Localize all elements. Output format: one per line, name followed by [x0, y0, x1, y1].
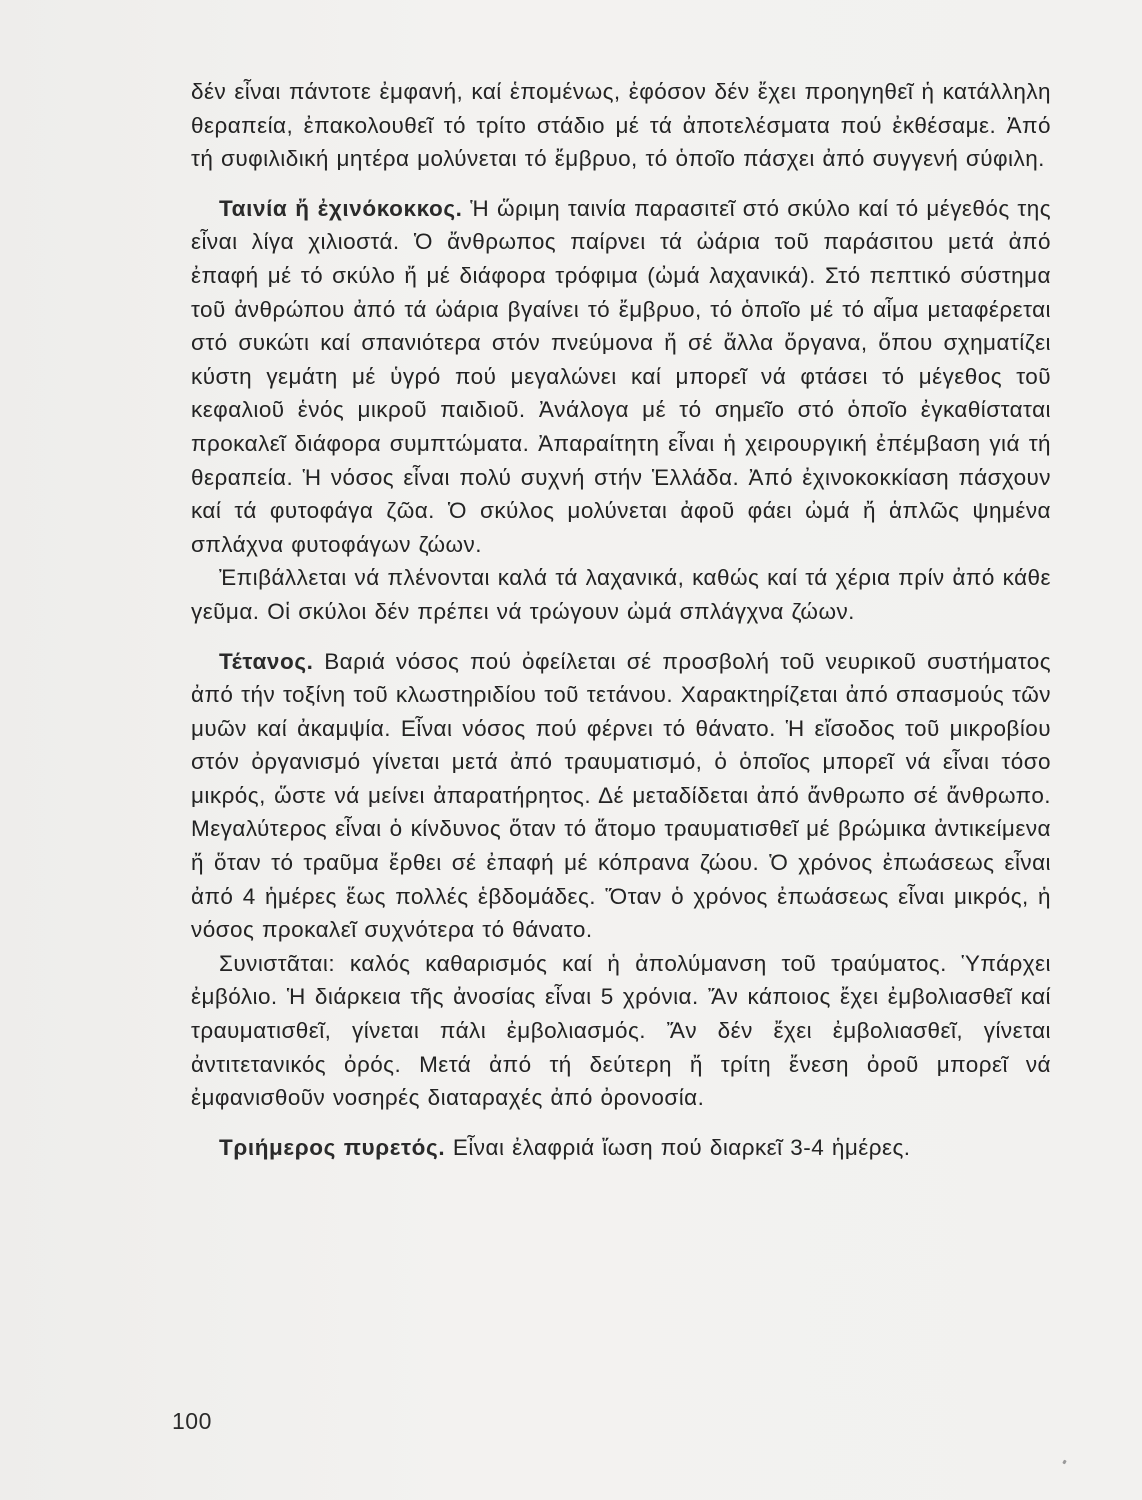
paper-speck — [1062, 1460, 1067, 1465]
echinococcus-body: Ἡ ὥριμη ταινία παρασιτεῖ στό σκύλο καί τό μέγεθός της εἶναι λίγα χιλιοστά. Ὁ ἄνθρωπος παίρνει τά ὠάρια τοῦ παράσιτου μετά ἀπό ἐπαφή μέ τό σκύλο ἤ μέ διάφορα τρόφιμα (ὠμά λαχανικά). Στό πεπτικό σύστημα τοῦ ἀνθρώπου ἀπό τά ὠάρια βγαίνει τό ἔμβρυο, τό ὁποῖο μέ τό αἷμα μεταφέρεται στό συκώτι καί σπανιότερα στόν πνεύμονα ἤ σέ ἄλλα ὄργανα, ὅπου σχηματίζει κύστη γεμάτη μέ ὑγρό πού μεγαλώνει καί μπορεῖ νά φτάσει τό μέγεθος τοῦ κεφαλιοῦ ἑνός μικροῦ παιδιοῦ. Ἀνάλογα μέ τό σημεῖο στό ὁποῖο ἐγκαθίσταται προκαλεῖ διάφορα συμπτώματα. Ἀπαραίτητη εἶναι ἡ χειρουργική ἐπέμβαση γιά τή θεραπεία. Ἡ νόσος εἶναι πολύ συχνή στήν Ἑλλάδα. Ἀπό ἐχινοκοκκίαση πάσχουν καί τά φυτοφάγα ζῶα. Ὁ σκύλος μολύνεται ἀφοῦ φάει ὠμά ἤ ἁπλῶς ψημένα σπλάχνα φυτοφάγων ζώων. — [191, 195, 1052, 557]
continuation-paragraph: δέν εἶναι πάντοτε ἐμφανή, καί ἑπομένως, ἐφόσον δέν ἔχει προηγηθεῖ ἡ κατάλληλη θεραπεία, ἐπακολουθεῖ τό τρίτο στάδιο μέ τά ἀποτελέσματα πού ἐκθέσαμε. Ἀπό τή συφιλιδική μητέρα μολύνεται τό ἔμβρυο, τό ὁποῖο πάσχει ἀπό συγγενή σύφιλη. — [191, 79, 1051, 172]
tetanus-heading: Τέτανος. — [219, 648, 314, 674]
page-text — [191, 75, 1051, 1164]
three-day-fever-heading: Τριήμερος πυρετός. — [219, 1134, 446, 1160]
echinococcus-paragraph — [191, 192, 1051, 562]
echinococcus-heading: Ταινία ἤ ἐχινόκοκκος. — [219, 195, 463, 221]
three-day-fever-body: Εἶναι ἐλαφριά ἴωση πού διαρκεῖ 3-4 ἡμέρες. — [445, 1134, 911, 1160]
tetanus-paragraph — [191, 645, 1051, 947]
echinococcus-prevention-paragraph: Ἐπιβάλλεται νά πλένονται καλά τά λαχανικά, καθώς καί τά χέρια πρίν ἀπό κάθε γεῦμα. Οἱ σκύλοι δέν πρέπει νά τρώγουν ὠμά σπλάγχνα ζώων. — [191, 565, 1051, 624]
page-number: 100 — [172, 1408, 212, 1434]
tetanus-body: Βαριά νόσος πού ὀφείλεται σέ προσβολή τοῦ νευρικοῦ συστήματος ἀπό τήν τοξίνη τοῦ κλωστηριδίου τοῦ τετάνου. Χαρακτηρίζεται ἀπό σπασμούς τῶν μυῶν καί ἀκαμψία. Εἶναι νόσος πού φέρνει τό θάνατο. Ἡ εἴσοδος τοῦ μικροβίου στόν ὀργανισμό γίνεται μετά ἀπό τραυματισμό, ὁ ὁποῖος μπορεῖ νά εἶναι τόσο μικρός, ὥστε νά μείνει ἀπαρατήρητος. Δέ μεταδίδεται ἀπό ἄνθρωπο σέ ἄνθρωπο. Μεγαλύτερος εἶναι ὁ κίνδυνος ὅταν τό ἄτομο τραυματισθεῖ μέ βρώμικα ἀντικείμενα ἤ ὅταν τό τραῦμα ἔρθει σέ ἐπαφή μέ κόπρανα ζώου. Ὁ χρόνος ἐπωάσεως εἶναι ἀπό 4 ἡμέρες ἕως πολλές ἑβδομάδες. Ὅταν ὁ χρόνος ἐπωάσεως εἶναι μικρός, ἡ νόσος προκαλεῖ συχνότερα τό θάνατο. — [191, 648, 1051, 943]
three-day-fever-paragraph — [191, 1131, 1051, 1165]
tetanus-prevention-paragraph: Συνιστᾶται: καλός καθαρισμός καί ἡ ἀπολύμανση τοῦ τραύματος. Ὑπάρχει ἐμβόλιο. Ἡ διάρκεια τῆς ἀνοσίας εἶναι 5 χρόνια. Ἄν κάποιος ἔχει ἐμβολιασθεῖ καί τραυματισθεῖ, γίνεται πάλι ἐμβολιασμός. Ἄν δέν ἔχει ἐμβολιασθεῖ, γίνεται ἀντιτετανικός ὀρός. Μετά ἀπό τή δεύτερη ἤ τρίτη ἔνεση ὀροῦ μπορεῖ νά ἐμφανισθοῦν νοσηρές διαταραχές ἀπό ὀρονοσία. — [191, 950, 1051, 1111]
